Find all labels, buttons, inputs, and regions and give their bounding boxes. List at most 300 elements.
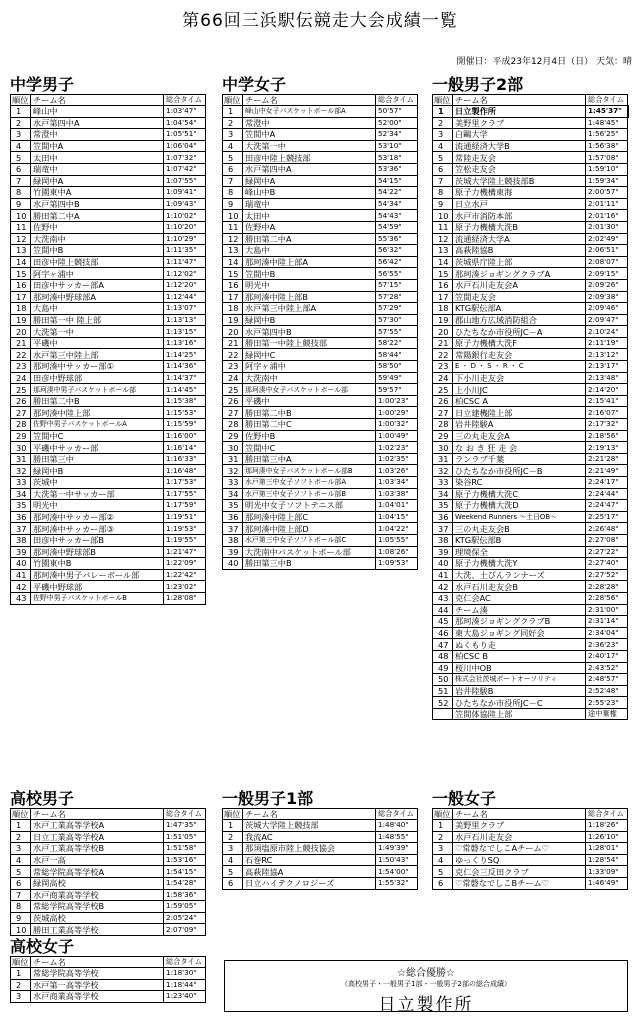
row-rank: 30 — [11, 442, 31, 454]
row-team-name: 常陽銀行走友会 — [453, 349, 586, 361]
row-rank: 37 — [433, 523, 453, 535]
row-team-name: 那珂湊ジョギングクラブB — [453, 616, 586, 628]
row-team-name: 勝田第三中B — [243, 558, 376, 570]
row-team-name: 明光中 — [243, 279, 376, 291]
row-team-name: KTG駅伝部B — [453, 534, 586, 546]
row-team-name: 大洗第一中 — [243, 140, 376, 152]
row-total-time: 2:55'23" — [586, 697, 628, 709]
row-team-name: 大洗南中 — [31, 233, 164, 245]
row-team-name: 那珂湊中サッカー部② — [31, 511, 164, 523]
table-row — [433, 140, 628, 152]
row-rank: 30 — [433, 442, 453, 454]
row-team-name: 那珂湊中サッカー部① — [31, 361, 164, 373]
row-total-time: 2:15'41" — [586, 395, 628, 407]
table-row — [11, 198, 206, 210]
row-team-name: ひたちなか市役所JC－C — [453, 697, 586, 709]
table-row — [433, 175, 628, 187]
row-team-name: 勝田第二中B — [31, 395, 164, 407]
row-total-time: 1:18'30" — [164, 968, 206, 980]
row-total-time: 1:09'43" — [164, 198, 206, 210]
table-row — [11, 419, 206, 431]
row-team-name: 水戸工業高等学校B — [31, 843, 164, 855]
row-total-time: 2:36'23" — [586, 639, 628, 651]
table-row — [223, 152, 418, 164]
row-team-name: 勝田第二中B — [243, 407, 376, 419]
table-row — [11, 924, 206, 936]
table-row — [223, 268, 418, 280]
row-total-time: 58'50" — [376, 361, 418, 373]
table-row — [433, 697, 628, 709]
row-total-time: 54'15" — [376, 175, 418, 187]
row-total-time: 1:05'51" — [164, 129, 206, 141]
row-total-time: 1:16'33" — [164, 453, 206, 465]
row-rank: 15 — [223, 268, 243, 280]
row-total-time: 2:09'46" — [586, 303, 628, 315]
table-row — [433, 129, 628, 141]
row-total-time: 2:14'20" — [586, 384, 628, 396]
table-row — [11, 511, 206, 523]
row-rank: 10 — [11, 210, 31, 222]
table-row — [223, 465, 418, 477]
row-team-name: 日立製作所 — [453, 106, 586, 118]
row-rank: 3 — [11, 843, 31, 855]
row-rank: 45 — [433, 616, 453, 628]
row-team-name: 佐野中A — [243, 221, 376, 233]
row-team-name: 水戸商業高等学校 — [31, 991, 164, 1003]
row-total-time: 1:11'47" — [164, 256, 206, 268]
row-rank: 5 — [223, 866, 243, 878]
table-row — [11, 979, 206, 991]
row-rank: 32 — [223, 465, 243, 477]
table-row — [433, 361, 628, 373]
row-rank: 40 — [433, 558, 453, 570]
table-row — [433, 407, 628, 419]
row-total-time: 52'34" — [376, 129, 418, 141]
row-rank: 12 — [11, 233, 31, 245]
table-row — [433, 627, 628, 639]
row-rank: 37 — [11, 523, 31, 535]
row-rank: 16 — [223, 279, 243, 291]
row-total-time: 2:00'57" — [586, 187, 628, 199]
row-team-name: 笠間中C — [31, 430, 164, 442]
row-rank: 38 — [223, 534, 243, 546]
header-rank: 順位 — [223, 809, 243, 820]
row-total-time: 1:48'40" — [376, 820, 418, 832]
row-rank: 7 — [11, 175, 31, 187]
row-team-name: 日立工業高等学校A — [31, 831, 164, 843]
row-rank: 48 — [433, 650, 453, 662]
row-total-time: 2:24'17" — [586, 477, 628, 489]
table-row — [223, 546, 418, 558]
header-time: 総合タイム — [164, 809, 206, 820]
row-rank: 27 — [11, 407, 31, 419]
row-total-time: 2:09'47" — [586, 314, 628, 326]
table-row — [223, 175, 418, 187]
table-row — [11, 820, 206, 832]
table-row — [11, 221, 206, 233]
table-row — [223, 558, 418, 570]
row-team-name: 平磯中 — [31, 337, 164, 349]
row-team-name: 常澄中 — [243, 117, 376, 129]
row-total-time: 1:17'59" — [164, 500, 206, 512]
table-row — [433, 877, 628, 889]
row-rank: 14 — [223, 256, 243, 268]
row-total-time: 2:08'07" — [586, 256, 628, 268]
row-rank: 3 — [223, 843, 243, 855]
row-total-time: 1:16'00" — [164, 430, 206, 442]
row-total-time: 1:13'15" — [164, 326, 206, 338]
table-row — [433, 453, 628, 465]
row-rank: 18 — [433, 303, 453, 315]
table-row — [433, 569, 628, 581]
row-rank: 18 — [11, 303, 31, 315]
table-row — [223, 500, 418, 512]
row-team-name: 那珂湊中陸上部B — [243, 291, 376, 303]
row-team-name: 田彦中陸上競技部 — [31, 256, 164, 268]
row-total-time: 1:53'16" — [164, 854, 206, 866]
table-row — [433, 256, 628, 268]
row-rank: 10 — [433, 210, 453, 222]
row-rank: 14 — [11, 256, 31, 268]
row-total-time: 1:50'43" — [376, 854, 418, 866]
row-total-time: 59'57" — [376, 384, 418, 396]
row-rank: 29 — [433, 430, 453, 442]
row-total-time: 1:03'26" — [376, 465, 418, 477]
row-rank: 14 — [433, 256, 453, 268]
table-row — [433, 511, 628, 523]
row-team-name: Weekend Runners ～土日OB～ — [453, 511, 586, 523]
row-rank: 51 — [433, 685, 453, 697]
table-row — [223, 511, 418, 523]
table-row — [11, 140, 206, 152]
row-team-name: 水戸第三中陸上部 — [31, 349, 164, 361]
row-total-time: 2:34'04" — [586, 627, 628, 639]
row-rank: 36 — [433, 511, 453, 523]
row-team-name: ♡常磐なでしこBチーム♡ — [453, 877, 586, 889]
row-rank: 22 — [223, 349, 243, 361]
row-rank: 41 — [11, 569, 31, 581]
row-total-time: 1:10'20" — [164, 221, 206, 233]
row-total-time: 2:27'08" — [586, 534, 628, 546]
row-rank: 20 — [223, 326, 243, 338]
table-header-row — [11, 957, 206, 968]
table-row — [223, 314, 418, 326]
row-rank: 23 — [433, 361, 453, 373]
row-rank: 31 — [433, 453, 453, 465]
row-total-time: 1:03'38" — [376, 488, 418, 500]
table-row — [433, 616, 628, 628]
row-team-name: 茨城大学陸上競技部B — [453, 175, 586, 187]
row-rank: 23 — [11, 361, 31, 373]
row-rank: 33 — [433, 477, 453, 489]
row-team-name: 常澄中 — [31, 129, 164, 141]
row-total-time: 2:01'16" — [586, 210, 628, 222]
row-team-name: 染谷RC — [453, 477, 586, 489]
row-rank: 36 — [223, 511, 243, 523]
table-row — [433, 314, 628, 326]
row-team-name: 緑岡中B — [31, 465, 164, 477]
row-team-name: 美野里クラブ — [453, 820, 586, 832]
row-team-name: 岩井陸駿A — [453, 419, 586, 431]
row-total-time: 1:28'08" — [164, 592, 206, 604]
row-team-name: ひたちなか市役所JC－B — [453, 465, 586, 477]
row-rank: 3 — [433, 129, 453, 141]
row-total-time: 2:25'17" — [586, 511, 628, 523]
row-rank: 1 — [11, 820, 31, 832]
overall-award-box — [224, 960, 628, 1015]
table-row — [223, 256, 418, 268]
row-total-time: 57'15" — [376, 279, 418, 291]
row-team-name: 水戸石川走友会A — [453, 279, 586, 291]
row-rank: 15 — [11, 268, 31, 280]
row-total-time: 1:05'55" — [376, 534, 418, 546]
row-team-name: 水戸第三中女子ソフトボール部A — [243, 477, 376, 489]
row-team-name: ゆっくりSQ — [453, 854, 586, 866]
row-total-time: 2:06'51" — [586, 245, 628, 257]
row-team-name: ランラブ千葉 — [453, 453, 586, 465]
row-rank: 3 — [11, 129, 31, 141]
row-team-name: 阿字ヶ浦中 — [243, 361, 376, 373]
row-total-time: 2:43'52" — [586, 662, 628, 674]
row-team-name: 那珂湊中陸上部C — [243, 511, 376, 523]
table-row — [11, 384, 206, 396]
row-team-name: 水戸第三中女子ソフトボール部C — [243, 534, 376, 546]
table-row — [433, 419, 628, 431]
row-rank: 25 — [433, 384, 453, 396]
row-rank: 6 — [223, 163, 243, 175]
row-rank: 4 — [223, 854, 243, 866]
table-row — [433, 558, 628, 570]
row-total-time: 2:05'24" — [164, 912, 206, 924]
table-row — [11, 581, 206, 593]
row-total-time: 1:07'42" — [164, 163, 206, 175]
row-team-name: 美野里クラブ — [453, 117, 586, 129]
row-rank: 6 — [11, 877, 31, 889]
table-row — [223, 534, 418, 546]
row-total-time: 2:09'26" — [586, 279, 628, 291]
row-total-time: 1:55'32" — [376, 877, 418, 889]
row-team-name: 流通経済大学B — [453, 140, 586, 152]
row-team-name: 高萩陸協A — [243, 866, 376, 878]
row-rank: 32 — [11, 465, 31, 477]
row-team-name: 水戸市消防本部 — [453, 210, 586, 222]
row-team-name: 平磯中野球部 — [31, 581, 164, 593]
row-team-name: 太田中 — [31, 152, 164, 164]
row-team-name: 流通経済大学A — [453, 233, 586, 245]
row-team-name: 勝田工業高等学校 — [31, 924, 164, 936]
table-row — [223, 395, 418, 407]
row-team-name: 笠松走友会 — [453, 163, 586, 175]
results-table — [432, 94, 628, 720]
row-team-name: 瑞竜中 — [31, 163, 164, 175]
row-total-time: 1:59'05" — [164, 901, 206, 913]
event-meta: 開催日：平成23年12月4日（日） 天気：晴 — [456, 57, 632, 67]
row-total-time: 1:12'20" — [164, 279, 206, 291]
row-team-name: 水戸一高 — [31, 854, 164, 866]
table-row — [223, 877, 418, 889]
table-row — [11, 175, 206, 187]
row-rank: 18 — [223, 303, 243, 315]
row-rank: 37 — [223, 523, 243, 535]
table-row — [223, 140, 418, 152]
row-total-time: 1:13'07" — [164, 303, 206, 315]
row-rank: 6 — [433, 163, 453, 175]
row-team-name: 原子力機構大洗Y — [453, 558, 586, 570]
row-team-name: 峰山中B — [243, 187, 376, 199]
table-row — [433, 639, 628, 651]
row-total-time: 1:13'16" — [164, 337, 206, 349]
row-team-name: 佐野中男子バスケットボールA — [31, 419, 164, 431]
row-rank: 6 — [11, 163, 31, 175]
row-team-name: ♡常磐なでしこAチーム♡ — [453, 843, 586, 855]
table-row — [223, 210, 418, 222]
row-total-time: 1:10'29" — [164, 233, 206, 245]
row-rank: 13 — [433, 245, 453, 257]
table-row — [11, 877, 206, 889]
section-general-men-div2 — [432, 76, 628, 720]
row-team-name: 笠間中B — [243, 268, 376, 280]
row-rank: 4 — [433, 140, 453, 152]
row-rank: 44 — [433, 604, 453, 616]
row-total-time: 2:18'56" — [586, 430, 628, 442]
row-total-time: 1:28'54" — [586, 854, 628, 866]
row-rank: 2 — [223, 117, 243, 129]
row-total-time: 1:18'44" — [164, 979, 206, 991]
row-team-name: 原子力機構大洗D — [453, 500, 586, 512]
row-rank: 26 — [11, 395, 31, 407]
table-row — [11, 129, 206, 141]
row-total-time: 2:40'17" — [586, 650, 628, 662]
row-total-time: 2:11'19" — [586, 337, 628, 349]
row-rank: 27 — [223, 407, 243, 419]
row-team-name: 日立ハイテクノロジーズ — [243, 877, 376, 889]
table-row — [223, 163, 418, 175]
table-row — [11, 465, 206, 477]
section-title: 中学女子 — [222, 75, 287, 94]
row-total-time: 1:19'55" — [164, 534, 206, 546]
row-total-time: 1:14'25" — [164, 349, 206, 361]
section-title: 一般男子1部 — [222, 789, 314, 808]
row-team-name: 常総学院高等学校A — [31, 866, 164, 878]
row-total-time: 1:56'38" — [586, 140, 628, 152]
section-junior-high-girls — [222, 76, 418, 570]
table-row — [223, 488, 418, 500]
row-rank: 9 — [433, 198, 453, 210]
row-team-name: 那珂湊中女子バスケットボール部B — [243, 465, 376, 477]
row-team-name: 高萩陸協B — [453, 245, 586, 257]
header-team: チーム名 — [31, 957, 164, 968]
row-rank: 23 — [223, 361, 243, 373]
table-row — [223, 198, 418, 210]
row-team-name: 大島中 — [243, 245, 376, 257]
row-rank: 6 — [223, 877, 243, 889]
row-rank: 26 — [223, 395, 243, 407]
table-row — [11, 268, 206, 280]
table-row — [433, 187, 628, 199]
row-rank: 22 — [433, 349, 453, 361]
row-total-time: 1:17'53" — [164, 477, 206, 489]
row-total-time: 1:08'26" — [376, 546, 418, 558]
row-rank: 50 — [433, 674, 453, 686]
row-total-time: 1:14'36" — [164, 361, 206, 373]
table-row — [433, 534, 628, 546]
row-rank: 3 — [223, 129, 243, 141]
row-total-time: 1:23'02" — [164, 581, 206, 593]
row-total-time: 1:54'28" — [164, 877, 206, 889]
row-team-name: 克仁会三反田クラブ — [453, 866, 586, 878]
row-team-name: 株式会社茨城ポートオーソリティ — [453, 674, 586, 686]
row-rank: 28 — [433, 419, 453, 431]
row-rank: 11 — [223, 221, 243, 233]
row-total-time: 2:48'57" — [586, 674, 628, 686]
row-rank: 8 — [433, 187, 453, 199]
header-time: 総合タイム — [164, 95, 206, 106]
section-title: 一般男子2部 — [432, 75, 524, 94]
row-total-time: 1:22'09" — [164, 558, 206, 570]
row-rank: 35 — [433, 500, 453, 512]
row-team-name: 水戸第四中B — [31, 198, 164, 210]
table-header-row — [223, 95, 418, 106]
table-row — [223, 245, 418, 257]
row-team-name: 勝田第一中 陸上部 — [31, 314, 164, 326]
row-total-time: 1:04'54" — [164, 117, 206, 129]
results-table — [10, 956, 206, 1003]
row-rank: 42 — [11, 581, 31, 593]
row-rank: 34 — [11, 488, 31, 500]
row-rank: 4 — [223, 140, 243, 152]
row-rank: 22 — [11, 349, 31, 361]
results-table — [222, 808, 418, 890]
row-rank: 40 — [223, 558, 243, 570]
row-total-time: 1:06'04" — [164, 140, 206, 152]
results-table — [432, 808, 628, 890]
row-team-name: ぬくもり走 — [453, 639, 586, 651]
table-row — [433, 854, 628, 866]
row-total-time: 1:15'59" — [164, 419, 206, 431]
row-rank: 29 — [11, 430, 31, 442]
row-total-time: 1:47'35" — [164, 820, 206, 832]
section-title: 高校女子 — [10, 937, 75, 956]
row-team-name: 原子力機構大洗C — [453, 488, 586, 500]
table-row — [433, 465, 628, 477]
row-team-name: 緑岡中B — [243, 314, 376, 326]
row-total-time: 1:09'53" — [376, 558, 418, 570]
header-rank: 順位 — [11, 95, 31, 106]
row-team-name: な お き 狂 走 会 — [453, 442, 586, 454]
row-total-time: 1:46'49" — [586, 877, 628, 889]
row-team-name: 勝田第二中C — [243, 419, 376, 431]
row-team-name: 那須塩原市陸上競技協会 — [243, 843, 376, 855]
table-row — [433, 210, 628, 222]
results-table — [10, 808, 206, 936]
row-rank: 2 — [11, 979, 31, 991]
table-row — [433, 233, 628, 245]
row-team-name: 白鷗大学 — [453, 129, 586, 141]
award-heading: ☆総合優勝☆ — [397, 968, 455, 979]
table-header-row — [11, 809, 206, 820]
row-total-time: 1:17'55" — [164, 488, 206, 500]
row-team-name: 勝田第三中 — [31, 453, 164, 465]
table-row — [223, 407, 418, 419]
row-team-name: 桜川中OB — [453, 662, 586, 674]
table-row — [223, 372, 418, 384]
row-team-name: 理境保全 — [453, 546, 586, 558]
row-team-name: 大洗南中バスケットボール部 — [243, 546, 376, 558]
row-total-time: 1:49'39" — [376, 843, 418, 855]
row-total-time: 1:00'23" — [376, 395, 418, 407]
row-team-name: 笠間中A — [243, 129, 376, 141]
row-total-time: 2:28'56" — [586, 592, 628, 604]
